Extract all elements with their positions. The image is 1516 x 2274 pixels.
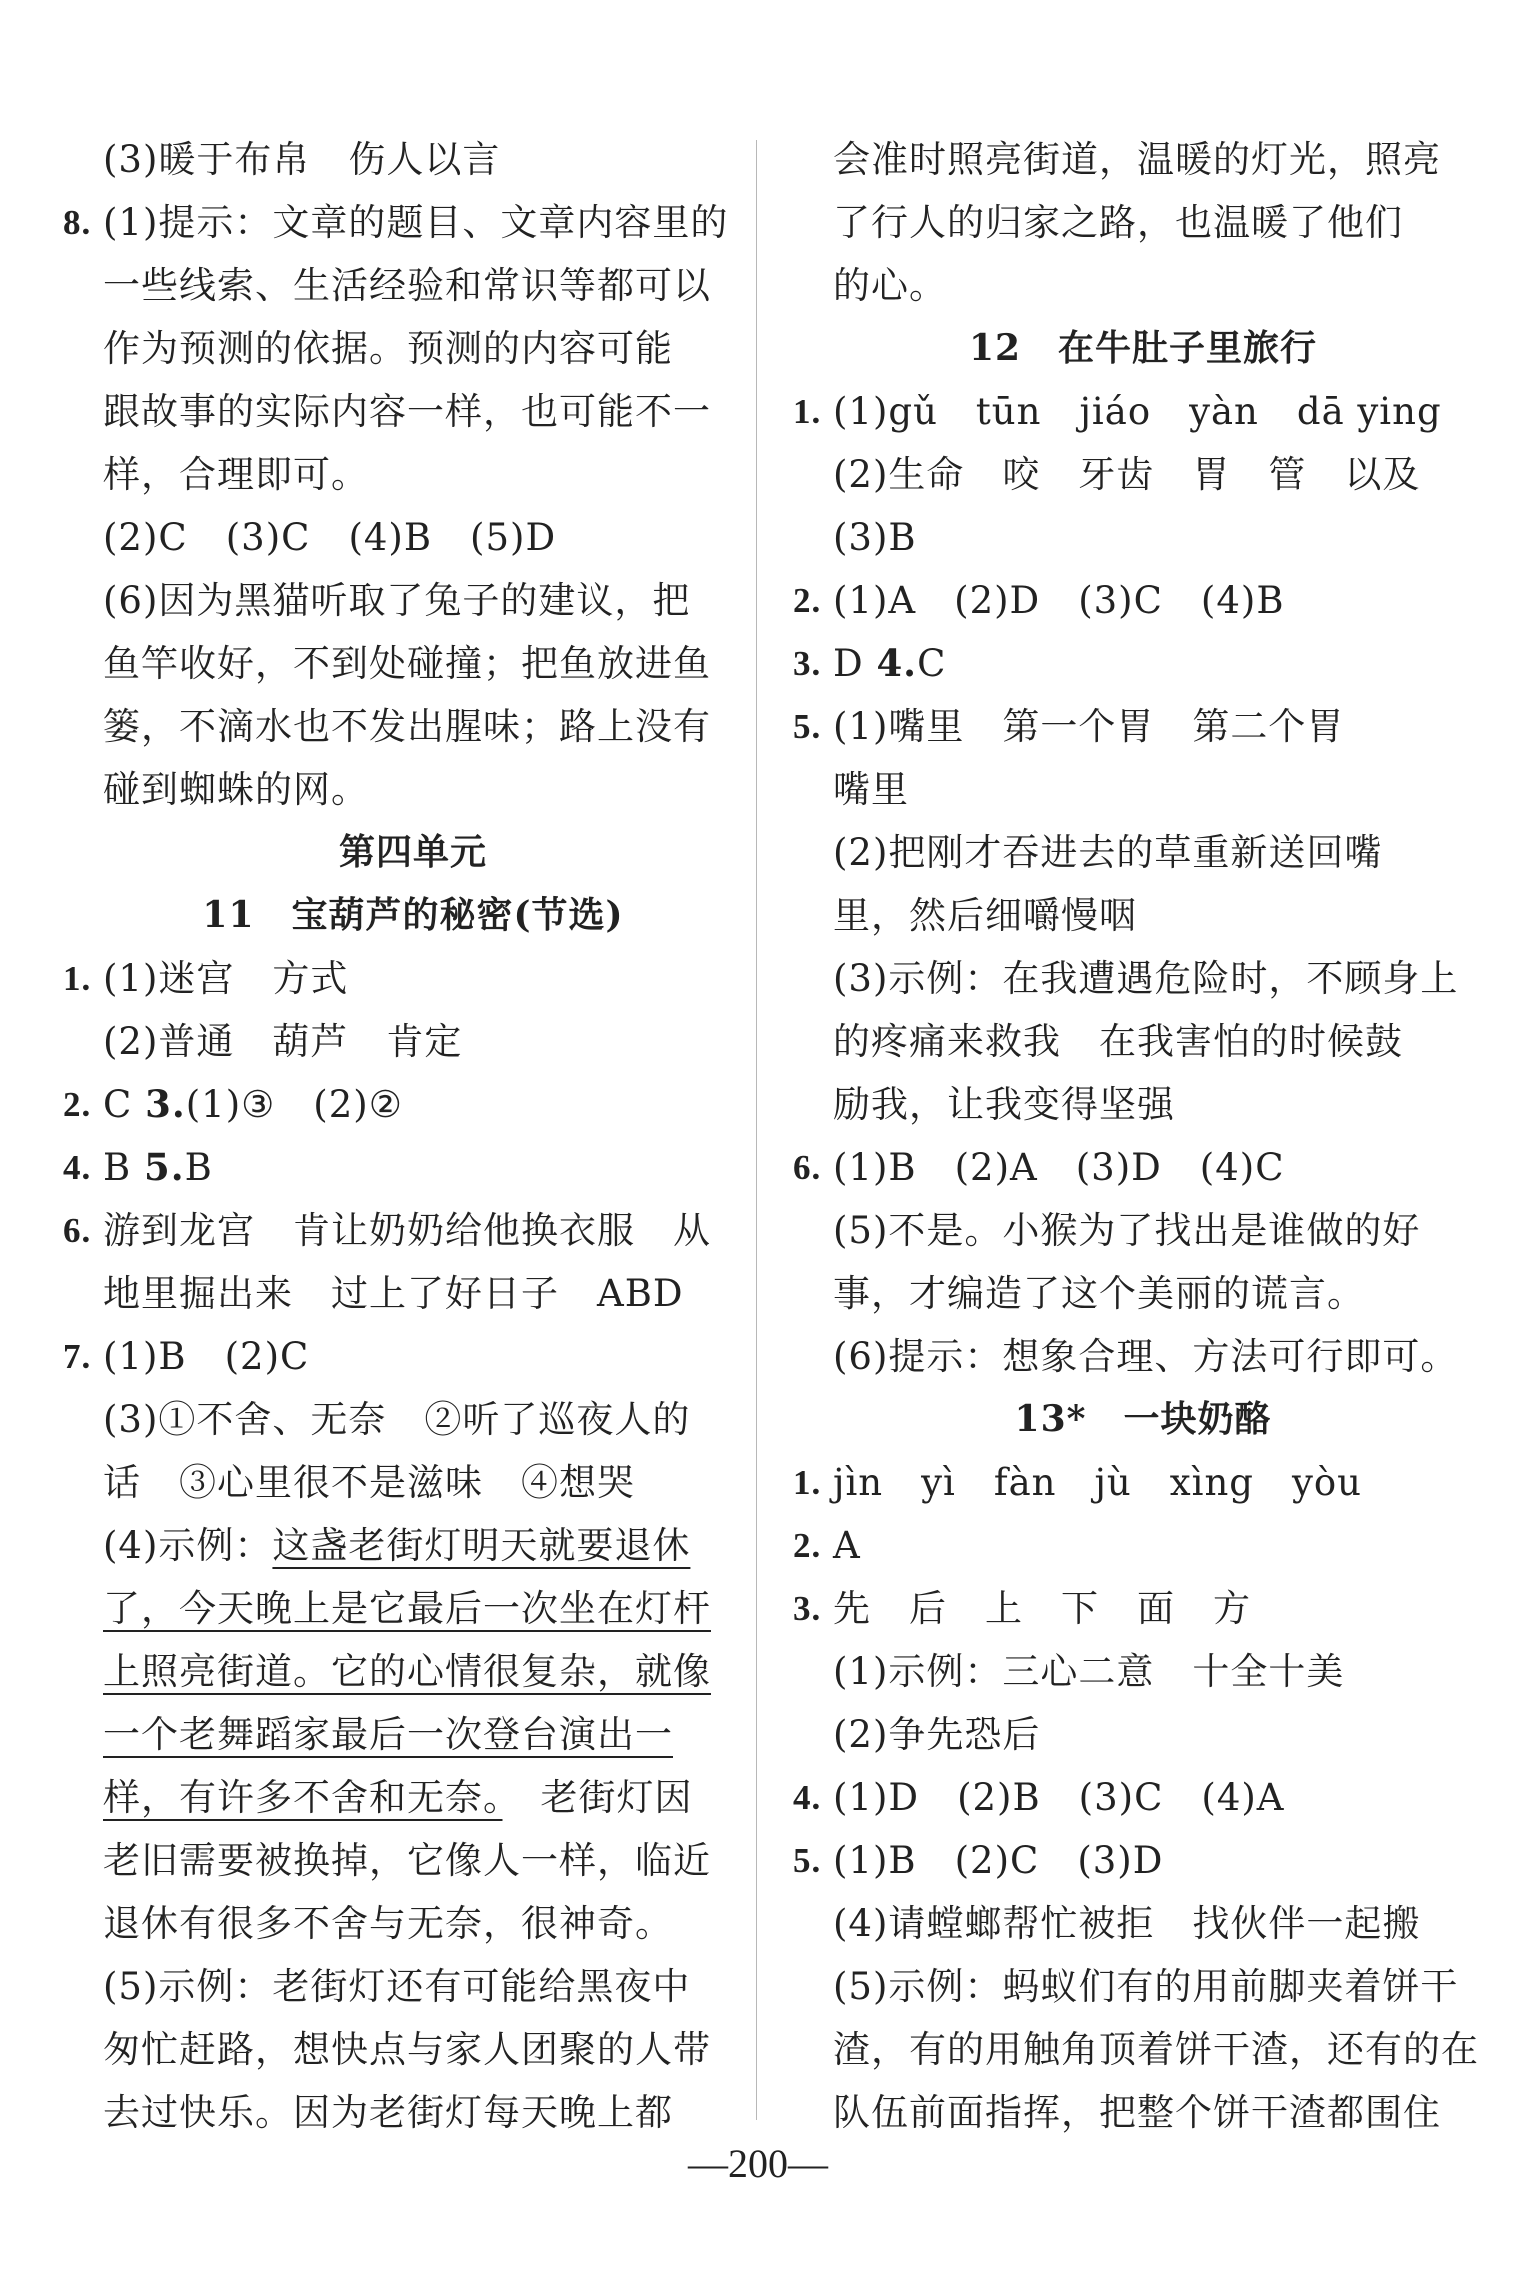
answer-text: (1)gǔ tūn jiáo yàn dā ying (833, 390, 1442, 433)
column-divider (756, 140, 757, 2120)
answer-text: (3)B (833, 516, 917, 559)
answer-line (103, 632, 723, 695)
answer-line (103, 1892, 723, 1955)
underlined-text: 一个老舞蹈家最后一次登台演出一 (103, 1713, 673, 1756)
answer-text: (2)争先恐后 (833, 1713, 1041, 1756)
question-number: 3. (793, 1589, 822, 1628)
answer-text: (2)把刚才吞进去的草重新送回嘴 (833, 831, 1383, 874)
answer-line (103, 758, 723, 821)
answer-line (833, 2018, 1479, 2081)
question-number: 6. (63, 1211, 92, 1250)
answer-line (833, 506, 1453, 569)
answer-text: 样，合理即可。 (103, 453, 369, 496)
unit-heading: 第四单元 (338, 831, 487, 873)
question-7 (63, 1325, 723, 1388)
answer-text: (2)生命 咬 牙齿 胃 管 以及 (833, 453, 1421, 496)
question-number: 4. (793, 1778, 822, 1817)
answer-line (103, 506, 723, 569)
answer-text: (1)示例：三心二意 十全十美 (833, 1650, 1345, 1693)
question-number: 5. (793, 1841, 822, 1880)
question-number: 7. (63, 1337, 92, 1376)
answer-text: 话 ③心里很不是滋味 ④想哭 (103, 1461, 635, 1504)
question-4 (63, 1136, 723, 1199)
answer-text: C (103, 1083, 146, 1126)
answer-line (833, 1325, 1459, 1388)
answer-line (833, 1955, 1459, 2018)
answer-line (103, 1703, 723, 1766)
answer-text: 的疼痛来救我 在我害怕的时候鼓 (833, 1020, 1403, 1063)
answer-text: 会准时照亮街道，温暖的灯光，照亮 (833, 138, 1441, 181)
answer-line (103, 380, 723, 443)
answer-text: (1)A (2)D (3)C (4)B (833, 579, 1285, 622)
question-3 (793, 632, 1453, 695)
answer-text: 地里掘出来 过上了好日子 ABD (103, 1272, 684, 1315)
answer-line (833, 821, 1453, 884)
answer-line (833, 947, 1459, 1010)
question-number: 6. (793, 1148, 822, 1187)
question-1 (63, 947, 723, 1010)
answer-line (103, 128, 723, 191)
answer-line (833, 2081, 1453, 2144)
answer-text: (5)不是。小猴为了找出是谁做的好 (833, 1209, 1421, 1252)
lesson-heading: 13* 一块奶酪 (1014, 1398, 1272, 1440)
answer-text: B (184, 1146, 213, 1189)
answer-text: 跟故事的实际内容一样，也可能不一 (103, 390, 711, 433)
answer-line (833, 1262, 1453, 1325)
answer-line (833, 191, 1453, 254)
question-1 (793, 380, 1453, 443)
answer-text: (1)嘴里 第一个胃 第二个胃 (833, 705, 1345, 748)
answer-text: 励我，让我变得坚强 (833, 1083, 1175, 1126)
question-number: 4. (63, 1148, 92, 1187)
question-number: 3. (793, 644, 822, 683)
answer-text: 嘴里 (833, 768, 909, 811)
answer-text: (5)示例：蚂蚁们有的用前脚夹着饼干 (833, 1965, 1459, 2008)
page-number: —200— (688, 2141, 828, 2186)
answer-text: 一些线索、生活经验和常识等都可以 (103, 264, 711, 307)
answer-line (833, 254, 1453, 317)
question-3 (793, 1577, 1453, 1640)
question-number: 5. (143, 1145, 185, 1189)
question-4 (793, 1766, 1453, 1829)
question-number: 1. (793, 1463, 822, 1502)
answer-line (103, 1577, 723, 1640)
question-number: 8. (63, 203, 92, 242)
answer-text: 老旧需要被换掉，它像人一样，临近 (103, 1839, 711, 1882)
answer-line (103, 569, 723, 632)
answer-text: (6)因为黑猫听取了兔子的建议，把 (103, 579, 691, 622)
answer-text: 碰到蜘蛛的网。 (103, 768, 369, 811)
answer-line (833, 1703, 1453, 1766)
answer-line (833, 128, 1453, 191)
answer-text: C (917, 642, 947, 685)
answer-text: (1)D (2)B (3)C (4)A (833, 1776, 1285, 1819)
answer-line (103, 1010, 723, 1073)
question-number: 2. (793, 1526, 822, 1565)
question-5 (793, 695, 1453, 758)
answer-text: 先 后 上 下 面 方 (833, 1587, 1251, 1630)
answer-text: 作为预测的依据。预测的内容可能 (103, 327, 673, 370)
answer-text: (1)提示：文章的题目、文章内容里的 (103, 201, 729, 244)
answer-text: jìn yì fàn jù xìng yòu (833, 1461, 1362, 1504)
question-2 (793, 569, 1453, 632)
question-5 (793, 1829, 1453, 1892)
answer-line (833, 758, 1453, 821)
answer-text: 老街灯因 (502, 1776, 693, 1819)
answer-line (833, 443, 1453, 506)
question-number: 5. (793, 707, 822, 746)
question-2 (793, 1514, 1453, 1577)
answer-line (833, 1073, 1453, 1136)
answer-text: 事，才编造了这个美丽的谎言。 (833, 1272, 1365, 1315)
answer-text: 队伍前面指挥，把整个饼干渣都围住 (833, 2091, 1441, 2134)
question-number: 4. (876, 641, 918, 685)
answer-text: (1)B (2)C (103, 1335, 310, 1378)
answer-text: A (833, 1524, 861, 1567)
answer-line (103, 2018, 723, 2081)
answer-line (833, 1010, 1453, 1073)
answer-text: (6)提示：想象合理、方法可行即可。 (833, 1335, 1459, 1378)
answer-text: 了行人的归家之路，也温暖了他们 (833, 201, 1403, 244)
answer-text: (4)示例： (103, 1524, 273, 1567)
answer-text: (5)示例：老街灯还有可能给黑夜中 (103, 1965, 691, 2008)
answer-text: 游到龙宫 肯让奶奶给他换衣服 从 (103, 1209, 711, 1252)
underlined-text: 上照亮街道。它的心情很复杂，就像 (103, 1650, 711, 1693)
answer-text: D (833, 642, 877, 685)
question-number: 1. (63, 959, 92, 998)
answer-text: B (103, 1146, 144, 1189)
answer-line (103, 2081, 723, 2144)
question-8 (63, 191, 729, 254)
answer-line (833, 1640, 1453, 1703)
answer-text: 去过快乐。因为老街灯每天晚上都 (103, 2091, 673, 2134)
left-column (63, 128, 729, 2144)
underlined-text: 这盏老街灯明天就要退休 (272, 1524, 691, 1567)
question-number: 1. (793, 392, 822, 431)
question-2 (63, 1073, 723, 1136)
answer-line (103, 1514, 723, 1577)
answer-line (833, 1892, 1453, 1955)
answer-text: (1)迷宫 方式 (103, 957, 349, 1000)
lesson-heading: 11 宝葫芦的秘密(节选) (202, 894, 624, 936)
answer-line (103, 695, 723, 758)
question-6 (793, 1136, 1453, 1199)
question-6 (63, 1199, 723, 1262)
answer-text: 的心。 (833, 264, 947, 307)
question-number: 3. (145, 1082, 186, 1126)
answer-text: (3)①不舍、无奈 ②听了巡夜人的 (103, 1398, 691, 1441)
question-1 (793, 1451, 1453, 1514)
answer-line (103, 1829, 723, 1892)
answer-text: (1)B (2)C (3)D (833, 1839, 1164, 1882)
answer-text: 匆忙赶路，想快点与家人团聚的人带 (103, 2028, 711, 2071)
answer-text: 篓，不滴水也不发出腥味；路上没有 (103, 705, 711, 748)
answer-text: (1)B (2)A (3)D (4)C (833, 1146, 1285, 1189)
answer-line (103, 1262, 723, 1325)
answer-line (103, 1955, 723, 2018)
answer-text: (4)请螳螂帮忙被拒 找伙伴一起搬 (833, 1902, 1421, 1945)
answer-line (103, 1640, 723, 1703)
answer-line (833, 1199, 1453, 1262)
answer-text: (2)普通 葫芦 肯定 (103, 1020, 463, 1063)
answer-line (103, 1388, 723, 1451)
right-column (793, 128, 1479, 2144)
answer-text: 退休有很多不舍与无奈，很神奇。 (103, 1902, 673, 1945)
underlined-text: 样，有许多不舍和无奈。 (103, 1776, 503, 1819)
answer-text: (1)③ (2)② (185, 1083, 403, 1126)
answer-text: (3)示例：在我遭遇危险时，不顾身上 (833, 957, 1459, 1000)
answer-line (833, 884, 1453, 947)
answer-line (103, 254, 723, 317)
question-number: 2. (793, 581, 822, 620)
answer-text: 渣，有的用触角顶着饼干渣，还有的在 (833, 2028, 1479, 2071)
answer-text: (3)暖于布帛 伤人以言 (103, 138, 501, 181)
answer-text: 鱼竿收好，不到处碰撞；把鱼放进鱼 (103, 642, 711, 685)
answer-line (103, 1451, 723, 1514)
answer-line (103, 443, 723, 506)
answer-line (103, 1766, 723, 1829)
answer-text: (2)C (3)C (4)B (5)D (103, 516, 557, 559)
answer-text: 里，然后细嚼慢咽 (833, 894, 1137, 937)
answer-line (103, 317, 723, 380)
underlined-text: 了，今天晚上是它最后一次坐在灯杆 (103, 1587, 711, 1630)
lesson-heading: 12 在牛肚子里旅行 (968, 327, 1318, 369)
question-number: 2. (63, 1085, 92, 1124)
